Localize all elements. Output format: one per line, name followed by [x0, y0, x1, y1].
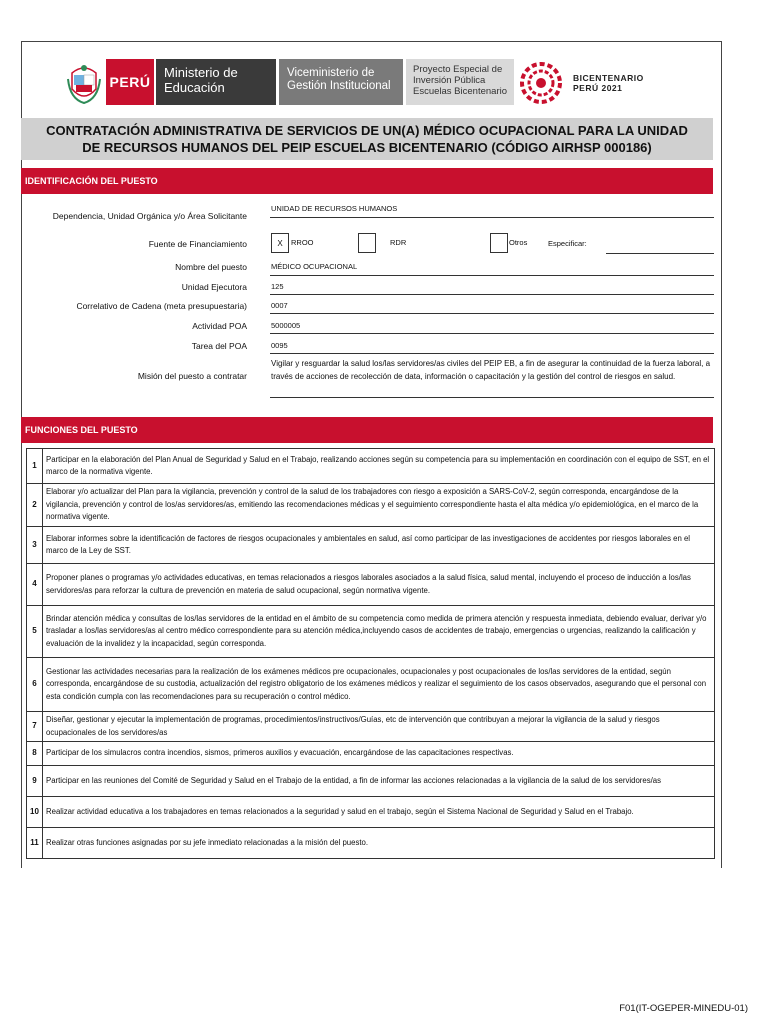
rdr-label: RDR: [390, 238, 407, 247]
row-number: 7: [27, 712, 43, 742]
proyecto-logo: Proyecto Especial de Inversión Pública Escuelas Bicentenario: [406, 59, 514, 105]
fuente-label: Fuente de Financiamiento: [148, 239, 247, 249]
row-number: 4: [27, 564, 43, 606]
table-row: [27, 527, 715, 564]
correlativo-label: Correlativo de Cadena (meta presupuestaria): [76, 301, 247, 311]
row-number: 1: [27, 449, 43, 484]
otros-checkbox[interactable]: [490, 233, 508, 253]
rroo-checkbox[interactable]: X: [271, 233, 289, 253]
rdr-checkbox[interactable]: [358, 233, 376, 253]
row-number: 2: [27, 484, 43, 527]
row-number: 8: [27, 742, 43, 766]
table-row: [27, 766, 715, 797]
row-text: Proponer planes o programas y/o actividades educativas, en temas relacionados a riesgos laborales asociados a la salud física, salud mental, incluyendo el proceso de inducción a los/las servidores/as para reforzar la cultura de prevención en materia de salud ocupacional, según normativa vigente.: [43, 564, 715, 606]
mision-value: Vigilar y resguardar la salud los/las servidores/as civiles del PEIP EB, a fin de asegurar la continuidad de la fuerza laboral, a través de acciones de recolección de data, información o capacitación y la gestión del control de riesgos en salud.: [271, 359, 711, 381]
especificar-input[interactable]: [606, 253, 714, 254]
ministerio-logo: Ministerio de Educación: [154, 59, 276, 105]
dependencia-line: [270, 217, 714, 218]
row-text: Realizar actividad educativa a los trabajadores en temas relacionados a la seguridad y salud en el trabajo, según el Sistema Nacional de Seguridad y Salud en el Trabajo.: [43, 797, 715, 828]
otros-label: Otros: [509, 238, 528, 247]
unidad-label: Unidad Ejecutora: [181, 282, 247, 292]
row-number: 5: [27, 606, 43, 658]
bicentenario-title: BICENTENARIO: [573, 73, 644, 83]
funciones-table: [26, 448, 715, 859]
row-text: Elaborar y/o actualizar del Plan para la vigilancia, prevención y control de la salud de los trabajadores con riesgo a exposición a SARS-CoV-2, según corresponda, encargándose de la vigilancia, prevención y control de los/as servidores/as, emitiendo las recomendaciones médicas y el seguimiento correspondiente hasta el alta médica y/o epidemiológica, en el marco de la normativa vigente.: [43, 484, 715, 527]
row-text: Participar de los simulacros contra incendios, sismos, primeros auxilios y evacuación, encargándose de las capacitaciones respectivas.: [43, 742, 715, 766]
table-row: [27, 828, 715, 859]
table-row: [27, 449, 715, 484]
unidad-line: [270, 294, 714, 295]
bicentenario-logo: [517, 61, 644, 105]
viceministerio-logo: Viceministerio de Gestión Institucional: [279, 59, 403, 105]
mision-label: Misión del puesto a contratar: [137, 371, 247, 381]
row-number: 3: [27, 527, 43, 564]
tarea-value: 0095: [271, 341, 288, 350]
table-row: [27, 742, 715, 766]
row-text: Gestionar las actividades necesarias para la realización de los exámenes médicos pre ocupacionales, ocupacionales y post ocupacionales de los/las servidores de la entidad, según corresponda, encargándose de su custodia, actualización del registro obligatorio de los exámenes médicos y realizar el seguimiento de los casos observados, asegurando que el personal con esta condición cumpla con las recomendaciones para su recuperación o control médico.: [43, 658, 715, 712]
unidad-value: 125: [271, 282, 284, 291]
row-number: 11: [27, 828, 43, 859]
row-text: Participar en las reuniones del Comité de Seguridad y Salud en el Trabajo de la entidad, a fin de informar las acciones relacionadas a la vigilancia de la salud de los servidores/as: [43, 766, 715, 797]
tarea-line: [270, 353, 714, 354]
row-text: Realizar otras funciones asignadas por su jefe inmediato relacionadas a la misión del puesto.: [43, 828, 715, 859]
row-number: 9: [27, 766, 43, 797]
identificacion-header: IDENTIFICACIÓN DEL PUESTO: [21, 168, 713, 194]
table-row: [27, 712, 715, 742]
nombre-label: Nombre del puesto: [175, 262, 247, 272]
correlativo-line: [270, 313, 714, 314]
funciones-header: FUNCIONES DEL PUESTO: [21, 417, 713, 443]
page-title: CONTRATACIÓN ADMINISTRATIVA DE SERVICIOS DE UN(A) MÉDICO OCUPACIONAL PARA LA UNIDAD DE RECURSOS HUMANOS DEL PEIP ESCUELAS BICENTENARIO (CÓDIGO AIRHSP 000186): [21, 118, 713, 160]
row-text: Diseñar, gestionar y ejecutar la implementación de programas, procedimientos/instructivos/Guías, etc de intervención que contribuyan a mejorar la vigilancia de la salud y riesgos ocupacionales de los servidores/as: [43, 712, 715, 742]
nombre-line: [270, 275, 714, 276]
row-text: Participar en la elaboración del Plan Anual de Seguridad y Salud en el Trabajo, realizando acciones según su competencia para su implementación en coordinación con el equipo de SST, en el marco de la normativa vigente.: [43, 449, 715, 484]
table-row: [27, 658, 715, 712]
nombre-value: MÉDICO OCUPACIONAL: [271, 262, 358, 271]
row-text: Brindar atención médica y consultas de los/las servidores de la entidad en el ámbito de su competencia como medida de primera atención y respuesta inmediata, debiendo evaluar, derivar y/o trasladar a los/las servidores/as al centro médico correspondiente para su atención médica,incluyendo casos de accidentes de trabajo, emergencias o urgencias, realizando la calificación y evaluación de la invalidez y la incapacidad, según corresponda.: [43, 606, 715, 658]
header-logos: [66, 59, 514, 105]
mision-line: [270, 397, 714, 398]
tarea-label: Tarea del POA: [191, 341, 247, 351]
actividad-label: Actividad POA: [192, 321, 247, 331]
actividad-value: 5000005: [271, 321, 301, 330]
table-row: [27, 484, 715, 527]
bicentenario-subtitle: PERÚ 2021: [573, 83, 623, 93]
actividad-line: [270, 333, 714, 334]
peru-logo: PERÚ: [106, 59, 154, 105]
coat-of-arms-icon: [66, 59, 102, 105]
table-row: [27, 606, 715, 658]
row-number: 10: [27, 797, 43, 828]
form-code: F01(IT-OGEPER-MINEDU-01): [619, 1003, 748, 1014]
correlativo-value: 0007: [271, 301, 288, 310]
rroo-label: RROO: [291, 238, 314, 247]
especificar-label: Especificar:: [548, 239, 587, 248]
row-number: 6: [27, 658, 43, 712]
dependencia-label: Dependencia, Unidad Orgánica y/o Área Solicitante: [52, 211, 247, 221]
dependencia-value: UNIDAD DE RECURSOS HUMANOS: [271, 204, 398, 213]
table-row: [27, 797, 715, 828]
bicentenario-icon: [517, 61, 565, 105]
row-text: Elaborar informes sobre la identificación de factores de riesgos ocupacionales y ambientales en salud, así como participar de las investigaciones de accidentes por riesgos laborales en el marco de la Ley de SST.: [43, 527, 715, 564]
table-row: [27, 564, 715, 606]
